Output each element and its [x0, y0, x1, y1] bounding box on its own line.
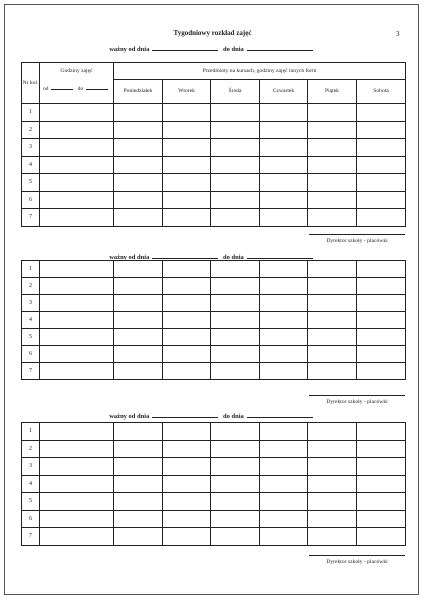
schedule-cell[interactable]	[211, 475, 260, 493]
schedule-cell[interactable]	[211, 458, 260, 476]
schedule-cell[interactable]	[308, 440, 357, 458]
schedule-cell[interactable]	[211, 278, 260, 295]
schedule-cell[interactable]	[260, 329, 308, 346]
row-number: 2	[22, 440, 40, 458]
schedule-cell[interactable]	[357, 458, 406, 476]
table-row	[22, 312, 406, 329]
page-number: 3	[396, 30, 400, 38]
hours-cell[interactable]	[40, 209, 114, 227]
schedule-cell[interactable]	[308, 528, 357, 546]
schedule-cell[interactable]	[163, 156, 211, 174]
hours-cell[interactable]	[40, 440, 114, 458]
schedule-cell[interactable]	[357, 510, 406, 528]
row-number: 1	[22, 261, 40, 278]
signature-line[interactable]	[309, 234, 405, 235]
schedule-cell[interactable]	[163, 493, 211, 511]
signature-label: Dyrektor szkoły - placówki	[326, 559, 388, 565]
schedule-cell[interactable]	[163, 440, 211, 458]
schedule-cell[interactable]	[163, 510, 211, 528]
row-number: 5	[22, 174, 40, 192]
signature-line[interactable]	[309, 395, 405, 396]
schedule-cell[interactable]	[163, 528, 211, 546]
schedule-cell[interactable]	[114, 346, 163, 363]
schedule-cell[interactable]	[114, 174, 163, 192]
schedule-cell[interactable]	[114, 156, 163, 174]
schedule-cell[interactable]	[260, 363, 308, 380]
schedule-cell[interactable]	[357, 139, 406, 157]
table-row	[22, 209, 406, 227]
schedule-cell[interactable]	[211, 174, 260, 192]
valid-from-label: ważny od dnia	[109, 254, 150, 261]
row-number: 5	[22, 493, 40, 511]
valid-to-field[interactable]	[247, 44, 313, 51]
schedule-cell[interactable]	[211, 423, 260, 441]
valid-to-label: do dnia	[222, 413, 244, 420]
schedule-cell[interactable]	[211, 363, 260, 380]
table-row	[22, 121, 406, 139]
row-number: 7	[22, 528, 40, 546]
hours-range	[43, 84, 111, 92]
hours-cell[interactable]	[40, 475, 114, 493]
schedule-cell[interactable]	[163, 191, 211, 209]
hours-cell[interactable]	[40, 510, 114, 528]
schedule-cell[interactable]	[357, 493, 406, 511]
row-number: 1	[22, 423, 40, 441]
valid-to-field[interactable]	[247, 411, 313, 418]
schedule-cell[interactable]	[260, 261, 308, 278]
table-row	[22, 261, 406, 278]
schedule-cell[interactable]	[308, 475, 357, 493]
schedule-cell[interactable]	[260, 156, 308, 174]
hours-cell[interactable]	[40, 139, 114, 157]
schedule-cell[interactable]	[163, 346, 211, 363]
schedule-cell[interactable]	[308, 209, 357, 227]
day-header: Czwartek	[260, 80, 308, 104]
schedule-cell[interactable]	[114, 139, 163, 157]
schedule-cell[interactable]	[211, 528, 260, 546]
signature-block-2	[309, 395, 405, 405]
schedule-cell[interactable]	[260, 104, 308, 122]
schedule-cell[interactable]	[357, 191, 406, 209]
signature-label: Dyrektor szkoły - placówki	[326, 399, 388, 405]
schedule-table-2	[21, 260, 406, 380]
schedule-cell[interactable]	[211, 493, 260, 511]
table-row	[22, 346, 406, 363]
schedule-cell[interactable]	[308, 261, 357, 278]
row-number: 2	[22, 278, 40, 295]
hours-from-label: od	[43, 86, 49, 92]
schedule-cell[interactable]	[163, 295, 211, 312]
schedule-cell[interactable]	[163, 104, 211, 122]
signature-line[interactable]	[309, 555, 405, 556]
table-row	[22, 174, 406, 192]
schedule-cell[interactable]	[211, 209, 260, 227]
schedule-cell[interactable]	[260, 346, 308, 363]
schedule-cell[interactable]	[357, 295, 406, 312]
row-number: 4	[22, 475, 40, 493]
schedule-cell[interactable]	[114, 440, 163, 458]
schedule-cell[interactable]	[211, 261, 260, 278]
schedule-cell[interactable]	[114, 191, 163, 209]
schedule-cell[interactable]	[357, 423, 406, 441]
hours-label: Godziny zajęć	[60, 68, 93, 74]
schedule-cell[interactable]	[114, 312, 163, 329]
hours-cell[interactable]	[40, 191, 114, 209]
row-number: 3	[22, 458, 40, 476]
schedule-cell[interactable]	[114, 363, 163, 380]
subjects-header: Przedmioty na kursach, godziny zajęć innych form	[114, 63, 406, 80]
schedule-table-1	[21, 62, 406, 227]
schedule-cell[interactable]	[260, 191, 308, 209]
schedule-cell[interactable]	[163, 423, 211, 441]
schedule-cell[interactable]	[308, 312, 357, 329]
row-number: 2	[22, 121, 40, 139]
schedule-cell[interactable]	[114, 209, 163, 227]
validity-period-1	[0, 44, 425, 53]
hours-cell[interactable]	[40, 346, 114, 363]
schedule-cell[interactable]	[163, 121, 211, 139]
schedule-cell[interactable]	[308, 139, 357, 157]
schedule-cell[interactable]	[211, 104, 260, 122]
row-number: 3	[22, 295, 40, 312]
table-row	[22, 363, 406, 380]
schedule-cell[interactable]	[260, 295, 308, 312]
valid-from-field[interactable]	[152, 411, 218, 418]
schedule-cell[interactable]	[308, 423, 357, 441]
hours-from-blank	[51, 84, 73, 90]
hours-cell[interactable]	[40, 458, 114, 476]
schedule-cell[interactable]	[163, 278, 211, 295]
hours-cell[interactable]	[40, 278, 114, 295]
schedule-cell[interactable]	[114, 423, 163, 441]
schedule-cell[interactable]	[308, 329, 357, 346]
row-number: 3	[22, 139, 40, 157]
schedule-cell[interactable]	[308, 510, 357, 528]
schedule-cell[interactable]	[308, 104, 357, 122]
row-number: 4	[22, 312, 40, 329]
schedule-cell[interactable]	[114, 295, 163, 312]
schedule-cell[interactable]	[357, 346, 406, 363]
schedule-cell[interactable]	[114, 278, 163, 295]
schedule-cell[interactable]	[260, 312, 308, 329]
schedule-cell[interactable]	[260, 174, 308, 192]
schedule-cell[interactable]	[357, 174, 406, 192]
schedule-cell[interactable]	[163, 139, 211, 157]
hours-cell[interactable]	[40, 261, 114, 278]
signature-label: Dyrektor szkoły - placówki	[326, 238, 388, 244]
schedule-cell[interactable]	[211, 191, 260, 209]
table-row	[22, 329, 406, 346]
schedule-cell[interactable]	[114, 458, 163, 476]
hours-cell[interactable]	[40, 295, 114, 312]
row-number: 7	[22, 209, 40, 227]
schedule-cell[interactable]	[163, 261, 211, 278]
schedule-cell[interactable]	[260, 139, 308, 157]
table-row	[22, 440, 406, 458]
table-row	[22, 528, 406, 546]
schedule-cell[interactable]	[211, 156, 260, 174]
schedule-cell[interactable]	[308, 174, 357, 192]
valid-from-label: ważny od dnia	[109, 46, 150, 53]
schedule-cell[interactable]	[114, 528, 163, 546]
document-title: Tygodniowy rozkład zajęć	[173, 29, 252, 37]
schedule-cell[interactable]	[260, 423, 308, 441]
schedule-cell[interactable]	[357, 440, 406, 458]
row-number: 6	[22, 346, 40, 363]
schedule-cell[interactable]	[114, 104, 163, 122]
schedule-cell[interactable]	[308, 346, 357, 363]
schedule-cell[interactable]	[260, 440, 308, 458]
hours-cell[interactable]	[40, 423, 114, 441]
signature-block-1	[309, 234, 405, 244]
validity-period-3	[0, 411, 425, 420]
hours-cell[interactable]	[40, 329, 114, 346]
schedule-cell[interactable]	[357, 312, 406, 329]
schedule-cell[interactable]	[357, 528, 406, 546]
hours-cell[interactable]	[40, 363, 114, 380]
hours-cell[interactable]	[40, 121, 114, 139]
schedule-cell[interactable]	[357, 475, 406, 493]
schedule-cell[interactable]	[260, 121, 308, 139]
schedule-cell[interactable]	[114, 475, 163, 493]
valid-from-field[interactable]	[152, 252, 218, 259]
schedule-cell[interactable]	[163, 312, 211, 329]
hours-cell[interactable]	[40, 312, 114, 329]
schedule-cell[interactable]	[163, 329, 211, 346]
schedule-cell[interactable]	[211, 440, 260, 458]
hours-cell[interactable]	[40, 174, 114, 192]
hours-cell[interactable]	[40, 493, 114, 511]
schedule-cell[interactable]	[163, 475, 211, 493]
hours-column-header	[40, 63, 114, 104]
row-number: 6	[22, 191, 40, 209]
table-row	[22, 423, 406, 441]
schedule-cell[interactable]	[211, 312, 260, 329]
table-row	[22, 493, 406, 511]
schedule-cell[interactable]	[357, 261, 406, 278]
schedule-cell[interactable]	[308, 156, 357, 174]
hours-to-blank	[86, 84, 108, 90]
schedule-cell[interactable]	[163, 363, 211, 380]
schedule-cell[interactable]	[211, 295, 260, 312]
schedule-cell[interactable]	[357, 209, 406, 227]
schedule-cell[interactable]	[211, 510, 260, 528]
valid-from-label: ważny od dnia	[109, 413, 150, 420]
row-number: 5	[22, 329, 40, 346]
schedule-cell[interactable]	[308, 121, 357, 139]
schedule-cell[interactable]	[308, 363, 357, 380]
schedule-table-3	[21, 422, 406, 546]
schedule-cell[interactable]	[163, 174, 211, 192]
schedule-cell[interactable]	[260, 528, 308, 546]
table-row	[22, 156, 406, 174]
schedule-cell[interactable]	[114, 493, 163, 511]
schedule-cell[interactable]	[308, 278, 357, 295]
schedule-cell[interactable]	[260, 493, 308, 511]
schedule-cell[interactable]	[357, 363, 406, 380]
day-header: Poniedziałek	[114, 80, 163, 104]
day-header: Piątek	[308, 80, 357, 104]
valid-to-field[interactable]	[247, 252, 313, 259]
table-row	[22, 104, 406, 122]
signature-block-3	[309, 555, 405, 565]
schedule-cell[interactable]	[260, 475, 308, 493]
row-number: 1	[22, 104, 40, 122]
table-row	[22, 191, 406, 209]
schedule-cell[interactable]	[308, 458, 357, 476]
schedule-cell[interactable]	[308, 191, 357, 209]
schedule-cell[interactable]	[357, 329, 406, 346]
schedule-cell[interactable]	[114, 329, 163, 346]
schedule-cell[interactable]	[357, 278, 406, 295]
table-row	[22, 458, 406, 476]
table-row	[22, 278, 406, 295]
schedule-cell[interactable]	[211, 139, 260, 157]
hours-cell[interactable]	[40, 104, 114, 122]
table-row	[22, 139, 406, 157]
schedule-cell[interactable]	[308, 295, 357, 312]
table-row	[22, 295, 406, 312]
schedule-cell[interactable]	[260, 510, 308, 528]
no-column-header: Nr kol.	[22, 63, 40, 104]
schedule-cell[interactable]	[211, 346, 260, 363]
hours-cell[interactable]	[40, 156, 114, 174]
schedule-cell[interactable]	[211, 329, 260, 346]
valid-to-label: do dnia	[222, 46, 244, 53]
schedule-cell[interactable]	[260, 209, 308, 227]
schedule-cell[interactable]	[114, 510, 163, 528]
table-row	[22, 510, 406, 528]
valid-to-label: do dnia	[222, 254, 244, 261]
schedule-cell[interactable]	[260, 458, 308, 476]
hours-cell[interactable]	[40, 528, 114, 546]
schedule-cell[interactable]	[114, 121, 163, 139]
schedule-cell[interactable]	[357, 156, 406, 174]
schedule-cell[interactable]	[357, 121, 406, 139]
hours-to-label: do	[77, 86, 84, 92]
day-header: Wtorek	[163, 80, 211, 104]
schedule-cell[interactable]	[163, 458, 211, 476]
schedule-cell[interactable]	[357, 104, 406, 122]
schedule-cell[interactable]	[114, 261, 163, 278]
row-number: 6	[22, 510, 40, 528]
table-row	[22, 475, 406, 493]
row-number: 4	[22, 156, 40, 174]
schedule-cell[interactable]	[211, 121, 260, 139]
valid-from-field[interactable]	[152, 44, 218, 51]
row-number: 7	[22, 363, 40, 380]
schedule-cell[interactable]	[260, 278, 308, 295]
day-header: Środa	[211, 80, 260, 104]
schedule-cell[interactable]	[308, 493, 357, 511]
day-header: Sobota	[357, 80, 406, 104]
schedule-cell[interactable]	[163, 209, 211, 227]
